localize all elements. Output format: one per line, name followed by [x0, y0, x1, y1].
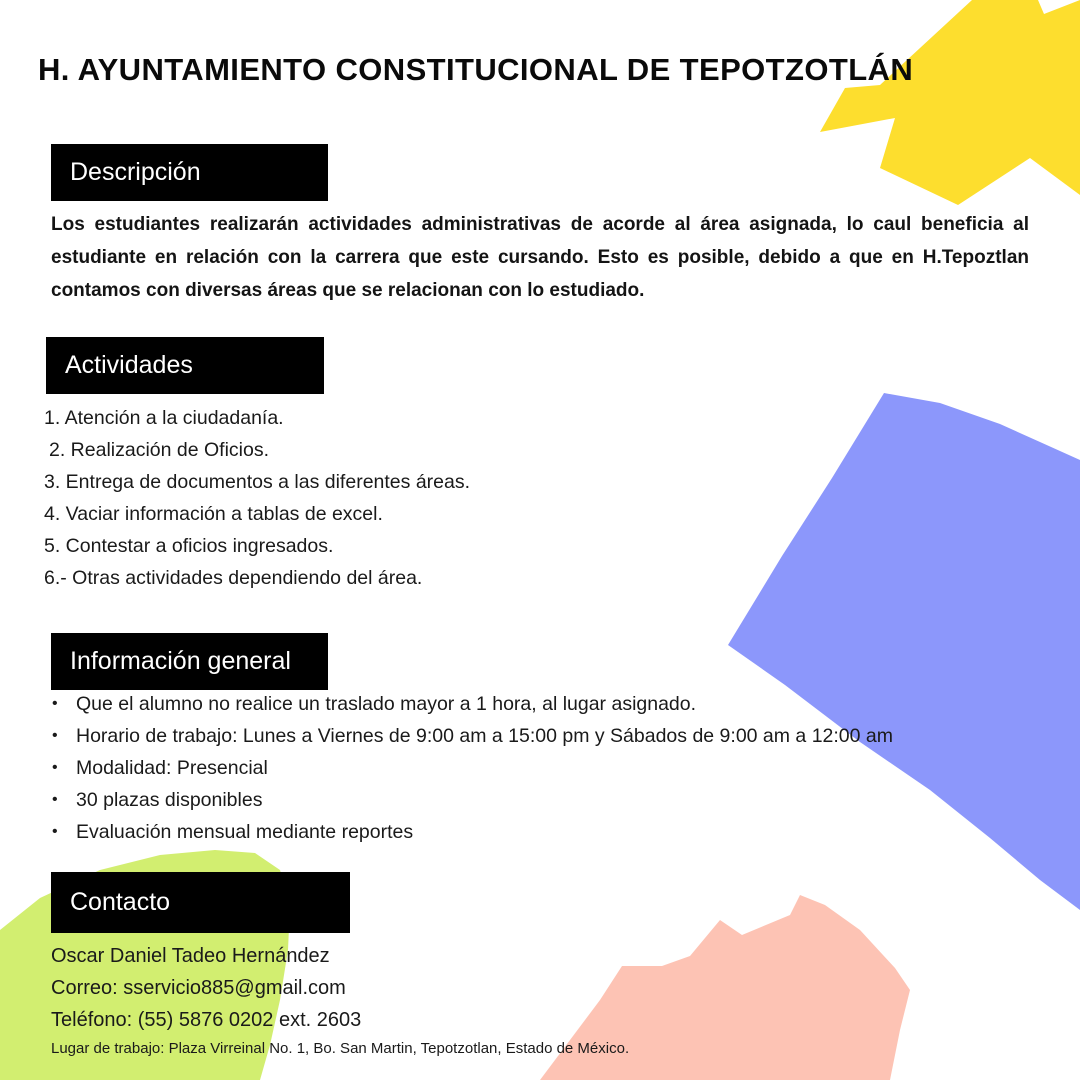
page-title: H. AYUNTAMIENTO CONSTITUCIONAL DE TEPOTZOTLÁN [38, 52, 914, 87]
list-item-text: Modalidad: Presencial [76, 757, 268, 779]
contact-details [51, 940, 629, 1061]
list-item [50, 752, 893, 784]
bullet-icon: • [52, 727, 58, 744]
list-item-text: Evaluación mensual mediante reportes [76, 821, 414, 843]
bullet-icon: • [52, 695, 58, 712]
list-item [50, 784, 893, 816]
section-header-informacion [51, 633, 328, 690]
yellow-shape [820, 0, 1080, 205]
contact-email: Correo: sservicio885@gmail.com [51, 977, 346, 999]
contact-phone: Teléfono: (55) 5876 0202 ext. 2603 [51, 1009, 362, 1031]
description-text: Los estudiantes realizarán actividades administrativas de acorde al área asignada, lo caul beneficia al estudiante en relación con la carrera que este cursando. Esto es posible, debido a que en H.Tepoztlan contamos con diversas áreas que se relacionan con lo estudiado. [51, 214, 1029, 301]
list-item [50, 688, 893, 720]
list-item-text: 30 plazas disponibles [76, 789, 263, 811]
section-header-label: Descripción [70, 158, 201, 186]
list-item-text: Que el alumno no realice un traslado mayor a 1 hora, al lugar asignado. [76, 693, 697, 715]
bullet-icon: • [52, 759, 58, 776]
activities-list [44, 402, 470, 594]
bullet-icon: • [52, 791, 58, 808]
section-header-contacto [51, 872, 350, 933]
contact-name: Oscar Daniel Tadeo Hernández [51, 945, 330, 967]
list-item [50, 720, 893, 752]
list-item: 6.- Otras actividades dependiendo del área. [44, 567, 423, 589]
list-item [50, 816, 893, 848]
list-item: 3. Entrega de documentos a las diferentes áreas. [44, 471, 471, 493]
list-item: 1. Atención a la ciudadanía. [44, 407, 284, 429]
section-header-label: Actividades [65, 351, 193, 379]
section-header-label: Información general [70, 647, 291, 675]
section-header-descripcion [51, 144, 328, 201]
contact-workplace: Lugar de trabajo: Plaza Virreinal No. 1, Bo. San Martin, Tepotzotlan, Estado de México. [51, 1040, 630, 1057]
section-header-actividades [46, 337, 324, 394]
list-item-text: Horario de trabajo: Lunes a Viernes de 9:00 am a 15:00 pm y Sábados de 9:00 am a 12:00 am [76, 725, 894, 747]
bullet-icon: • [52, 823, 58, 840]
list-item: 4. Vaciar información a tablas de excel. [44, 503, 383, 525]
section-header-label: Contacto [70, 888, 171, 916]
general-info-list [50, 688, 893, 848]
list-item: 2. Realización de Oficios. [49, 439, 270, 461]
list-item: 5. Contestar a oficios ingresados. [44, 535, 334, 557]
